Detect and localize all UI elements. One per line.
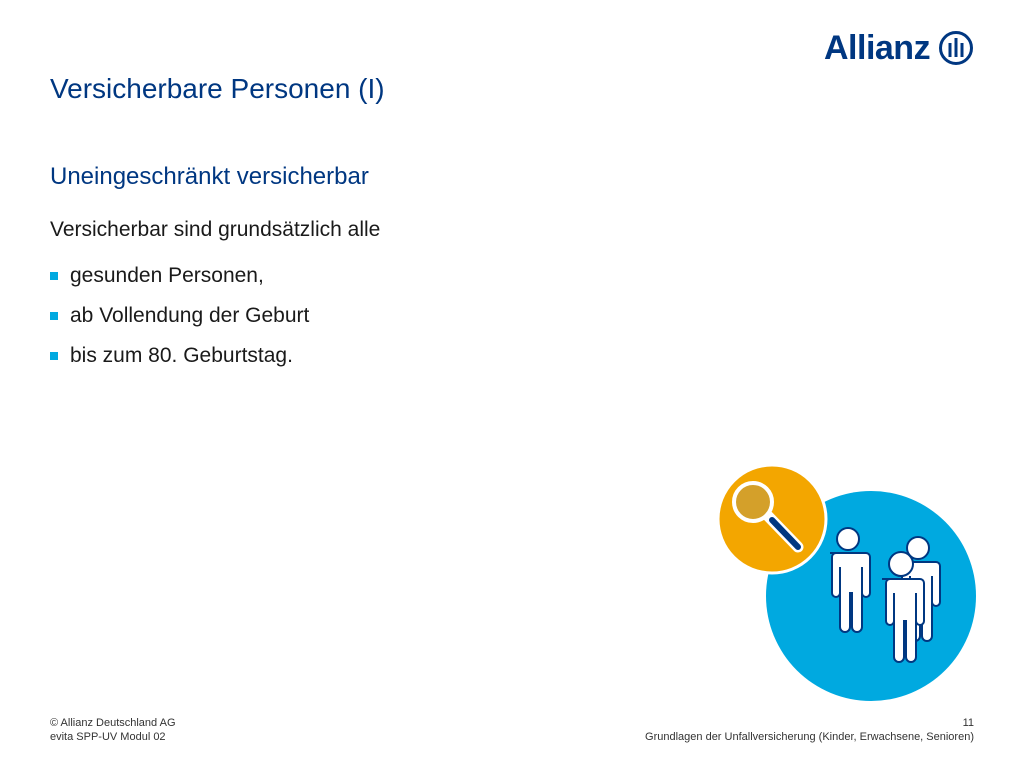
bullet-square-icon — [50, 272, 58, 280]
footer-right — [645, 716, 974, 744]
bullet-item — [50, 336, 309, 376]
bullet-square-icon — [50, 352, 58, 360]
bullet-text: bis zum 80. Geburtstag. — [70, 344, 293, 367]
magnifier-icon — [718, 465, 826, 573]
page-number: 11 — [962, 717, 974, 729]
section-subtitle: Uneingeschränkt versicherbar — [50, 163, 369, 190]
page-title: Versicherbare Personen (I) — [50, 73, 385, 104]
bullet-list — [50, 256, 309, 376]
bullet-item — [50, 296, 309, 336]
footer-left — [50, 716, 176, 744]
footer-course-title: Grundlagen der Unfallversicherung (Kinder, Erwachsene, Senioren) — [645, 731, 974, 743]
intro-text: Versicherbar sind grundsätzlich alle — [50, 218, 381, 241]
allianz-eagle-logo-icon — [938, 30, 974, 66]
bullet-square-icon — [50, 312, 58, 320]
persons-search-illustration — [712, 462, 982, 707]
allianz-logo — [824, 28, 974, 68]
module-text: evita SPP-UV Modul 02 — [50, 731, 166, 743]
bullet-item — [50, 256, 309, 296]
logo-text: Allianz — [824, 29, 931, 67]
bullet-text: gesunden Personen, — [70, 264, 264, 287]
bullet-text: ab Vollendung der Geburt — [70, 304, 310, 327]
copyright-text: © Allianz Deutschland AG — [50, 717, 176, 729]
